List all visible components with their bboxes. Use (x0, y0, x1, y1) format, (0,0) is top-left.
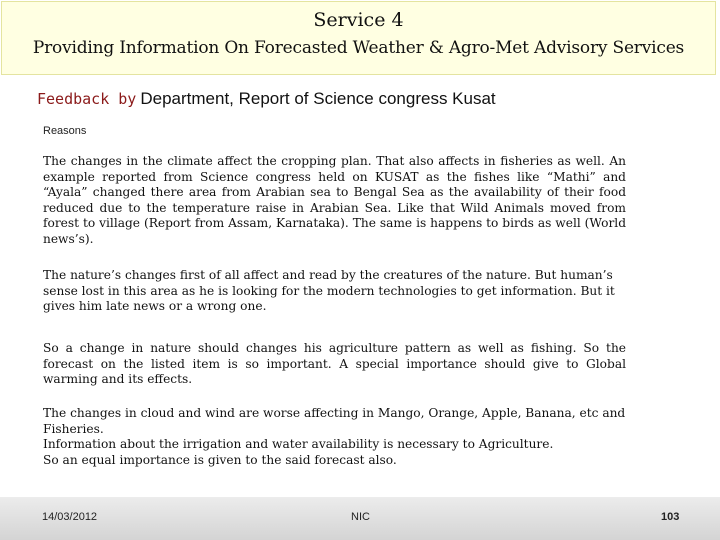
slide-title: Service 4 (313, 9, 404, 31)
paragraph-nature: The nature’s changes first of all affect and read by the creatures of the nature. But human’s sense lost in this area as he is looking for the modern technologies to get information. But it gives him late news or a wrong one. (43, 268, 615, 314)
paragraph-line: Information about the irrigation and water availability is necessary to Agriculture. (43, 437, 554, 452)
footer-org: NIC (351, 511, 370, 523)
feedback-text: Department, Report of Science congress Kusat (140, 89, 496, 108)
paragraph-line: So an equal importance is given to the said forecast also. (43, 452, 397, 467)
feedback-line (37, 89, 496, 110)
paragraph-climate: The changes in the climate affect the cropping plan. That also affects in fisheries as well. An example reported from Science congress held on KUSAT as the fishes like “Mathi” and “Ayala” changed there area from Arabian sea to Bengal Sea as the availability of their food reduced due to the temperature raise in Arabian Sea. Like that Wild Animals moved from forest to village (Report from Assam, Karnataka). The same is happens to birds as well (World news’s). (43, 154, 626, 246)
footer-date: 14/03/2012 (42, 511, 98, 523)
header-box (1, 1, 716, 75)
paragraph-cloud-wind (43, 406, 626, 468)
footer-bar (0, 497, 720, 540)
paragraph-line: The changes in cloud and wind are worse affecting in Mango, Orange, Apple, Banana, etc and Fisheries. (43, 406, 626, 436)
page-number: 103 (661, 511, 680, 523)
paragraph-agriculture: So a change in nature should changes his agriculture pattern as well as fishing. So the forecast on the listed item is so important. A special importance should give to Global warming and its effects. (43, 341, 626, 387)
reasons-label: Reasons (43, 125, 87, 137)
feedback-label: Feedback by (37, 90, 137, 108)
slide-subtitle: Providing Information On Forecasted Weather & Agro-Met Advisory Services (32, 38, 685, 58)
